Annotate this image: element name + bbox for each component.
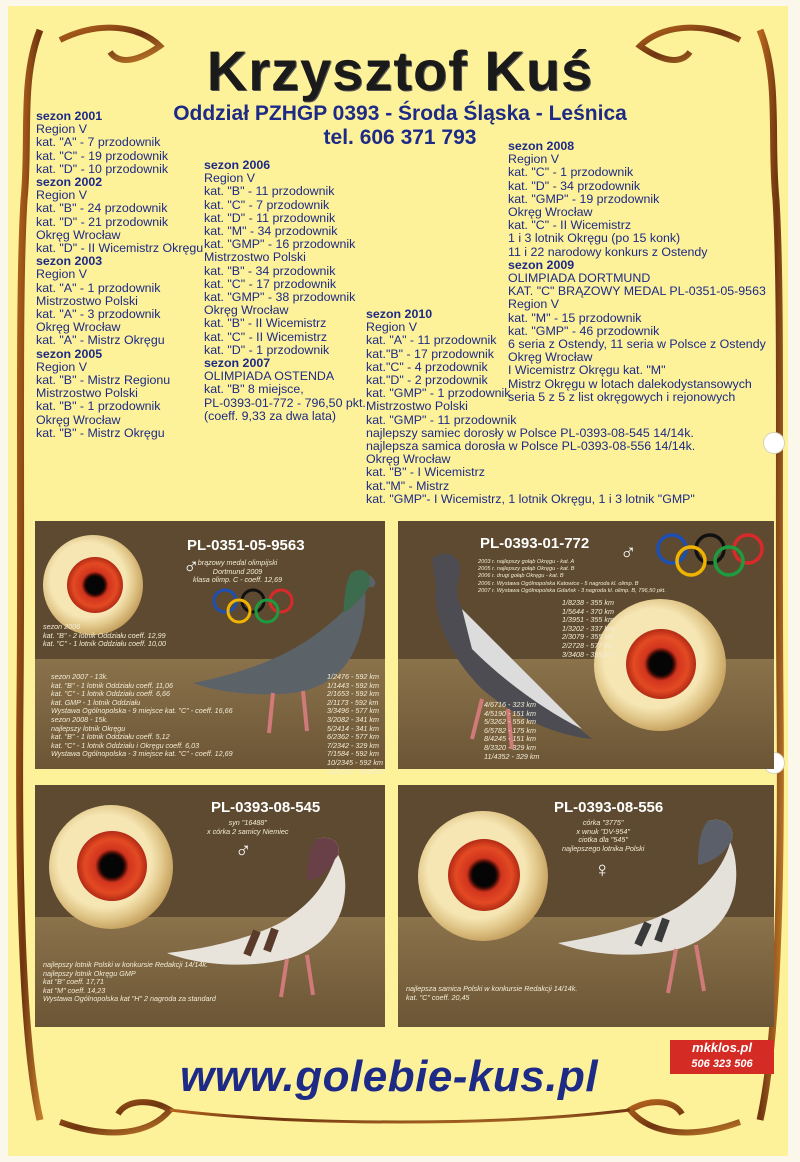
result-line: 1 i 3 lotnik Okręgu (po 15 konk) bbox=[508, 231, 681, 246]
result-line: kat. "A" - Mistrz Okręgu bbox=[36, 333, 165, 348]
result-line: kat. "C" - 1 przodownik bbox=[508, 165, 634, 180]
result-line: KAT. "C" BRĄZOWY MEDAL PL-0351-05-9563 bbox=[508, 284, 766, 299]
result-line: kat. "GMP" - 11 przodownik bbox=[366, 412, 517, 427]
result-line: Region V bbox=[366, 320, 417, 335]
result-line: Okręg Wrocław bbox=[204, 303, 289, 318]
pigeon-panel-556 bbox=[398, 785, 774, 1027]
flight-list: 1/8238 - 355 km 1/5644 - 370 km 1/3951 - 355 km 1/3202 - 337 km 2/3079 - 355 km 2/2728 - 577 km 3/3408 - 355 km bbox=[562, 598, 614, 659]
result-line: kat. "A" - 7 przodownik bbox=[36, 135, 161, 150]
result-line: kat."M" - Mistrz bbox=[366, 478, 450, 493]
result-line: kat. "B" - 34 przodownik bbox=[204, 263, 336, 278]
pigeon-panel-545 bbox=[35, 785, 385, 1027]
result-line: kat. "C" - II Wicemistrz bbox=[508, 218, 632, 233]
male-symbol: ♂ bbox=[235, 837, 252, 862]
pigeon-panel-9563 bbox=[35, 521, 385, 776]
result-line: Mistrzostwo Polski bbox=[36, 293, 138, 308]
result-line: kat. "D" - 34 przodownik bbox=[508, 178, 641, 193]
result-line: Okręg Wrocław bbox=[36, 320, 121, 335]
phone-line: tel. 606 371 793 bbox=[323, 126, 477, 149]
branch-line: Oddział PZHGP 0393 - Środa Śląska - Leśnica bbox=[173, 102, 627, 125]
results-column-2008-2009 bbox=[508, 140, 766, 404]
result-line: kat. "B" 8 miejsce, bbox=[204, 382, 304, 397]
result-line: kat. "GMP" - 19 przodownik bbox=[508, 191, 660, 206]
eye-iris-image bbox=[448, 839, 520, 911]
result-line: Region V bbox=[36, 188, 87, 203]
result-line: Region V bbox=[36, 122, 87, 137]
season-heading: sezon 2008 bbox=[508, 139, 575, 153]
panel-caption: córka "3775" x wnuk "DV-954" ciotka dla "545" najlepszego lotnika Polski bbox=[562, 818, 645, 853]
result-line: Okręg Wrocław bbox=[366, 452, 451, 467]
result-line: kat. "B" - 11 przodownik bbox=[204, 184, 335, 199]
result-line: (coeff. 9,33 za dwa lata) bbox=[204, 408, 337, 423]
flight-list-2: 4/6716 - 323 km 4/5190 - 151 km 5/3262 - 556 km 6/5782 - 175 km 8/4245 - 151 km 8/3320 - 329 km 11/4352 - 329 km bbox=[484, 700, 540, 761]
result-line: Mistrzostwo Polski bbox=[204, 250, 306, 265]
result-line: Mistrz Okręgu w lotach dalekodystansowych bbox=[508, 376, 752, 391]
website-url[interactable]: www.golebie-kus.pl bbox=[180, 1052, 599, 1101]
result-line: kat. "GMP" - 46 przodownik bbox=[508, 323, 660, 338]
result-line: Okręg Wrocław bbox=[36, 227, 121, 242]
result-line: kat. "B" - 1 przodownik bbox=[36, 399, 161, 414]
result-line: kat. "D" - II Wicemistrz Okręgu bbox=[36, 241, 204, 256]
result-line: kat. "C" - 19 przodownik bbox=[36, 148, 169, 163]
flight-list: 1/2476 - 592 km 1/1443 - 592 km 2/1653 - 592 km 2/1173 - 592 km 3/3496 - 577 km 3/2082 - 341 km 5/2414 - 341 km 6/2362 - 577 km 7/2342 - 329 km 7/1584 - 592 km 10/2345 - 592 km 10/2272 - 329 km bbox=[327, 672, 383, 776]
panel-notes: najlepszy lotnik Polski w konkursie Redakcji 14/14k. najlepszy lotnik Okręgu GMP kat "B" coeff. 17,71 kat "M" coeff. 14,23 Wystawa Ogólnopolska kat "H" 2 nagroda za standard bbox=[43, 960, 216, 1004]
result-line: kat."B" - 17 przodownik bbox=[366, 346, 494, 361]
result-line: Okręg Wrocław bbox=[508, 205, 593, 220]
season-heading: sezon 2010 bbox=[366, 307, 433, 321]
panel-notes-seasons: sezon 2007 - 13k. kat. "B" - 1 lotnik Oddziału coeff. 11,06 kat. "C" - 1 lotnik Oddziału coeff. 6,66 kat. GMP - 1 lotnik Oddziału Wystawa Ogólnopolska - 9 miejsce kat. "C" - coeff. 16,66 sezon 2008 - 15k. najlepszy lotnik Okręgu kat. "B" - 1 lotnik Oddziału coeff. 5,12 kat. "C" - 1 lotnik Oddziału i Okręgu coeff. 6,03 Wystawa Ogólnopolska - 3 miejsce kat. "C" - coeff. 12,69 bbox=[51, 672, 233, 759]
ring-number: PL-0393-08-545 bbox=[211, 799, 321, 816]
result-line: kat."C" - 4 przodownik bbox=[366, 359, 488, 374]
results-column-2001-2005 bbox=[36, 110, 203, 440]
result-line: Region V bbox=[36, 359, 87, 374]
male-symbol: ♂ bbox=[620, 539, 637, 564]
season-heading: sezon 2001 bbox=[36, 109, 103, 123]
result-line: kat. "B" - Mistrz Okręgu bbox=[36, 425, 165, 440]
ring-number: PL-0351-05-9563 bbox=[187, 537, 305, 554]
eye-iris-image bbox=[67, 557, 123, 613]
result-line: kat. "D" - 21 przodownik bbox=[36, 214, 169, 229]
result-line: Region V bbox=[36, 267, 87, 282]
male-symbol: ♂ bbox=[183, 553, 200, 578]
season-heading: sezon 2006 bbox=[204, 158, 271, 172]
result-line: kat. "A" - 11 przodownik bbox=[366, 333, 497, 348]
pigeon-panel-772 bbox=[398, 521, 774, 769]
breeder-name: Krzysztof Kuś bbox=[206, 39, 594, 102]
result-line: Okręg Wrocław bbox=[36, 412, 121, 427]
result-line: Mistrzostwo Polski bbox=[366, 399, 468, 414]
result-line: kat. "D" - 11 przodownik bbox=[204, 210, 336, 225]
eye-iris-image bbox=[626, 629, 696, 699]
result-line: seria 5 z 5 z list okręgowych i rejonowych bbox=[508, 389, 736, 404]
result-line: kat."D" - 2 przodownik bbox=[366, 373, 488, 388]
season-heading: sezon 2005 bbox=[36, 346, 103, 361]
result-line: najlepsza samica dorosła w Polsce PL-0393-08-556 14/14k. bbox=[366, 439, 696, 454]
season-heading: sezon 2007 bbox=[204, 356, 271, 371]
result-line: Okręg Wrocław bbox=[508, 350, 593, 365]
eye-iris-image bbox=[77, 831, 147, 901]
female-symbol: ♀ bbox=[594, 857, 611, 882]
result-line: Region V bbox=[508, 297, 559, 312]
result-line: kat. "M" - 34 przodownik bbox=[204, 224, 338, 239]
result-line: I Wicemistrz Okręgu kat. "M" bbox=[508, 363, 666, 378]
results-column-2006-2007 bbox=[204, 159, 366, 423]
ring-number: PL-0393-01-772 bbox=[480, 535, 590, 552]
result-line: Region V bbox=[508, 152, 559, 167]
season-heading: sezon 2009 bbox=[508, 257, 575, 272]
olympic-rings-icon bbox=[654, 533, 766, 575]
panel-notes: sezon 2006 kat. "B" - 2 lotnik Oddziału coeff. 12,99 kat. "C" - 1 lotnik Oddziału coeff. 10,00 bbox=[43, 622, 166, 649]
result-line: 6 seria z Ostendy, 11 seria w Polsce z Ostendy bbox=[508, 337, 766, 352]
result-line: kat. "GMP"- I Wicemistrz, 1 lotnik Okręgu, 1 i 3 lotnik "GMP" bbox=[366, 491, 695, 506]
result-line: OLIMPIADA DORTMUND bbox=[508, 271, 651, 286]
result-line: 11 i 22 narodowy konkurs z Ostendy bbox=[508, 244, 708, 259]
result-line: kat. "GMP" - 38 przodownik bbox=[204, 290, 356, 305]
result-line: kat. "GMP" - 1 przodownik bbox=[366, 386, 511, 401]
panel-caption: 2003 r. najlepszy gołąb Okręgu - kat. A 2005 r. najlepszy gołąb Okręgu - kat. B 2006 r. drugi gołąb Okręgu - kat. B 2006 r. Wystawa Ogólnopolska Katowice - 5 nagroda kl. olimp. B 2007 r. Wystawa Ogólnopolska Gdańsk - 3 nagroda kl. olimp. B, 796,50 pkt. bbox=[478, 559, 666, 594]
result-line: najlepszy samiec dorosły w Polsce PL-0393-08-545 14/14k. bbox=[366, 425, 694, 440]
result-line: kat. "A" - 3 przodownik bbox=[36, 307, 161, 322]
result-line: OLIMPIADA OSTENDA bbox=[204, 369, 335, 384]
result-line: Region V bbox=[204, 171, 255, 186]
result-line: kat. "B" - Mistrz Regionu bbox=[36, 373, 171, 388]
result-line: PL-0393-01-772 - 796,50 pkt. bbox=[204, 395, 366, 410]
publisher-phone: 506 323 506 bbox=[691, 1058, 753, 1070]
result-line: Mistrzostwo Polski bbox=[36, 386, 138, 401]
result-line: kat. "B" - II Wicemistrz bbox=[204, 316, 327, 331]
punch-hole-top bbox=[763, 432, 785, 454]
panel-caption: syn "16488" x córka 2 samicy Niemiec bbox=[207, 818, 289, 836]
season-heading: sezon 2003 bbox=[36, 254, 103, 269]
result-line: kat. "B" - I Wicemistrz bbox=[366, 465, 485, 480]
panel-notes: najlepsza samica Polski w konkursie Redakcji 14/14k. kat. "C" coeff. 20,45 bbox=[406, 984, 578, 1002]
result-line: kat. "D" - 1 przodownik bbox=[204, 342, 330, 357]
result-line: kat. "B" - 24 przodownik bbox=[36, 201, 168, 216]
result-line: kat. "GMP" - 16 przodownik bbox=[204, 237, 356, 252]
publisher-name: mkklos.pl bbox=[692, 1040, 752, 1055]
publisher-badge bbox=[670, 1040, 774, 1074]
ring-number: PL-0393-08-556 bbox=[554, 799, 664, 816]
result-line: kat. "A" - 1 przodownik bbox=[36, 280, 161, 295]
result-line: kat. "C" - 17 przodownik bbox=[204, 276, 337, 291]
result-line: kat. "C" - II Wicemistrz bbox=[204, 329, 328, 344]
result-line: kat. "C" - 7 przodownik bbox=[204, 197, 330, 212]
season-heading: sezon 2002 bbox=[36, 175, 103, 190]
result-line: kat. "M" - 15 przodownik bbox=[508, 310, 642, 325]
panel-caption: brązowy medal olimpijski Dortmund 2009 klasa olimp. C - coeff. 12,69 bbox=[193, 558, 283, 585]
result-line: kat. "D" - 10 przodownik bbox=[36, 161, 169, 176]
